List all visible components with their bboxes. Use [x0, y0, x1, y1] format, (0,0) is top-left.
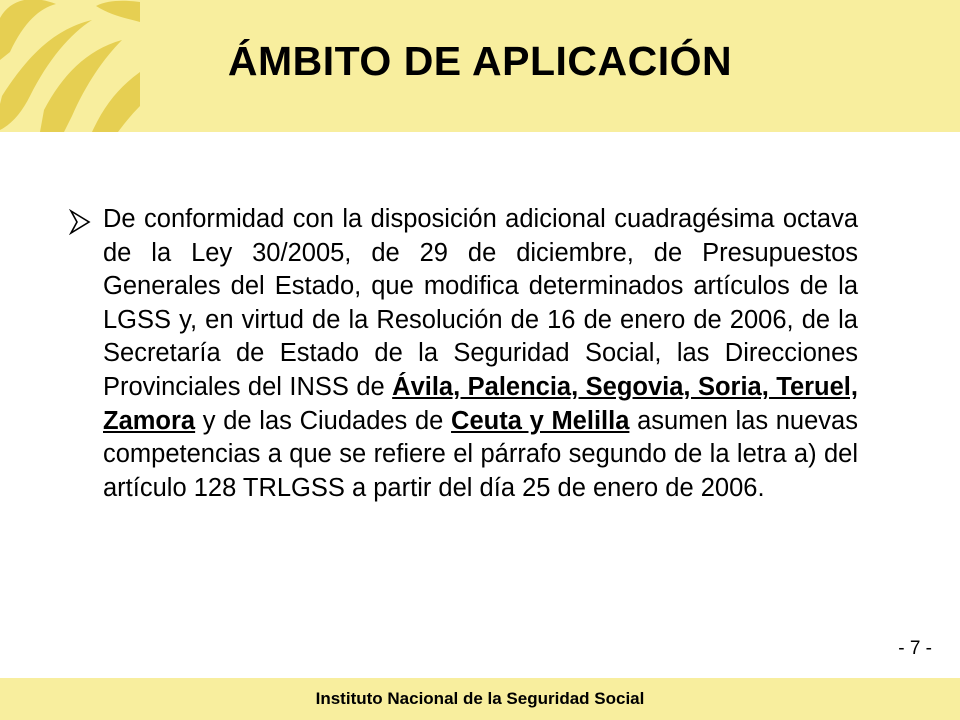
arrow-bullet-icon — [68, 209, 92, 235]
footer-institution: Instituto Nacional de la Seguridad Social — [315, 689, 645, 708]
body-paragraph — [103, 203, 858, 505]
ss-logo-icon — [0, 0, 140, 132]
provinces-highlight: Ávila, Palencia, Segovia, Soria, Teruel, Zamora — [103, 372, 858, 435]
cities-highlight: Ceuta y Melilla — [451, 406, 630, 435]
paragraph-text-1: De conformidad con la disposición adicional cuadragésima octava de la Ley 30/2005, de 29 de diciembre, de Presupuestos Generales del Estado, que modifica determinados artículos de la LGSS y, en virtud de la Resolución de 16 de enero de 2006, de la Secretaría de Estado de la Seguridad Social, las Direcciones Provinciales del INSS de — [103, 205, 858, 401]
slide-title: ÁMBITO DE APLICACIÓN — [227, 38, 733, 84]
page-number: - 7 - — [898, 638, 932, 659]
paragraph-text-2: y de las Ciudades de — [195, 406, 452, 435]
paragraph-text-3: asumen las nuevas competencias a que se refiere el párrafo segundo de la letra a) del artículo 128 TRLGSS a partir del día 25 de enero de 2006. — [103, 406, 858, 502]
content-block — [68, 203, 858, 505]
